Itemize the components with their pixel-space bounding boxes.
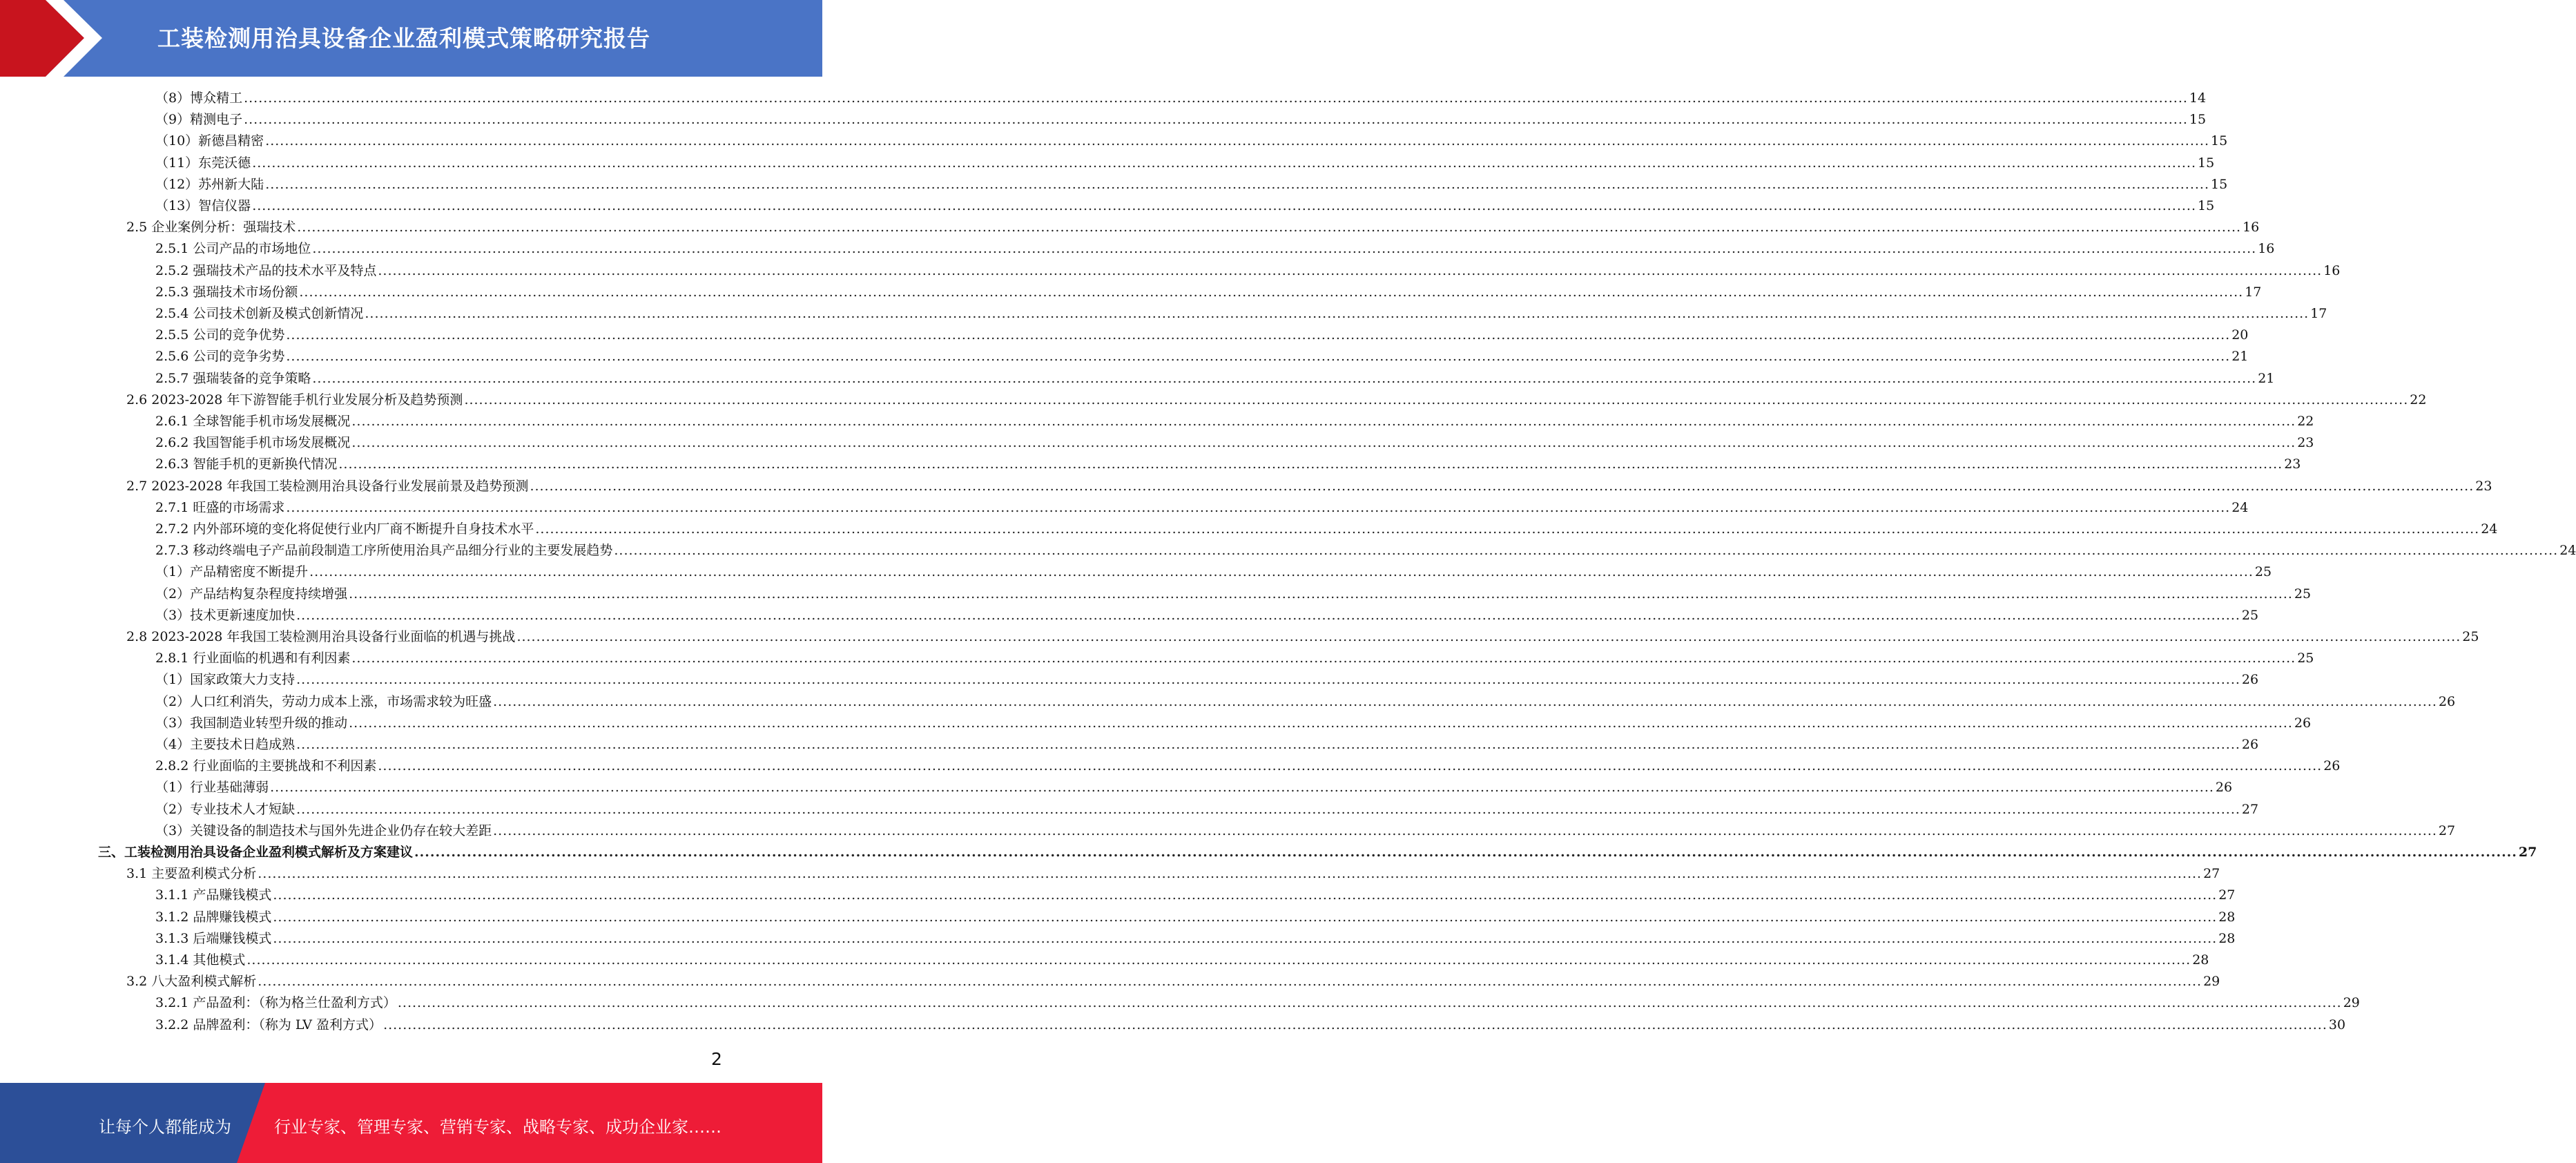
toc-entry-label: （10）新德昌精密 <box>155 133 264 149</box>
toc-entry-page: 23 <box>2297 435 2314 451</box>
toc-entry-label: （2）人口红利消失，劳动力成本上涨，市场需求较为旺盛 <box>155 693 492 709</box>
toc-entry-label: 3.2.2 品牌盈利：（称为 LV 盈利方式） <box>155 1017 382 1032</box>
toc-leader-dots: ................................................................................................................................................................................................................................................................................................................................................................................................................ <box>530 478 2475 494</box>
toc-entry-label: 2.6.2 我国智能手机市场发展概况 <box>155 435 351 451</box>
toc-entry-label: （1）产品精密度不断提升 <box>155 564 309 580</box>
toc-entry-page: 16 <box>2323 262 2341 278</box>
toc-leader-dots: ................................................................................................................................................................................................................................................................................................................................................................................................................ <box>397 995 2342 1011</box>
toc-entry-label: 2.8 2023-2028 年我国工装检测用治具设备行业面临的机遇与挑战 <box>126 629 516 644</box>
toc-leader-dots: ................................................................................................................................................................................................................................................................................................................................................................................................................ <box>464 392 2409 407</box>
toc-entry-page: 16 <box>2258 241 2275 257</box>
toc-entry-label: 2.7.3 移动终端电子产品前段制造工序所使用治具产品细分行业的主要发展趋势 <box>155 543 613 559</box>
toc-leader-dots: ................................................................................................................................................................................................................................................................................................................................................................................................................ <box>286 499 2231 515</box>
toc-entry[interactable] <box>155 799 2259 820</box>
toc-entry-label: 3.1.4 其他模式 <box>155 952 246 968</box>
toc-entry-page: 29 <box>2343 995 2360 1011</box>
toc-leader-dots: ................................................................................................................................................................................................................................................................................................................................................................................................................ <box>296 672 2240 688</box>
toc-entry-page: 28 <box>2192 952 2209 968</box>
toc-leader-dots: ................................................................................................................................................................................................................................................................................................................................................................................................................ <box>258 866 2202 882</box>
toc-leader-dots: ................................................................................................................................................................................................................................................................................................................................................................................................................ <box>349 586 2293 602</box>
toc-entry-label: （13）智信仪器 <box>155 198 251 213</box>
toc-leader-dots: ................................................................................................................................................................................................................................................................................................................................................................................................................ <box>338 456 2283 472</box>
toc-entry[interactable] <box>155 820 2456 842</box>
toc-entry-label: 2.8.1 行业面临的机遇和有利因素 <box>155 651 351 666</box>
toc-entry-label: 3.1.2 品牌赚钱模式 <box>155 909 272 925</box>
toc-leader-dots: ................................................................................................................................................................................................................................................................................................................................................................................................................ <box>246 952 2191 968</box>
toc-entry-label: 3.2.1 产品盈利：（称为格兰仕盈利方式） <box>155 995 396 1011</box>
toc-leader-dots: ................................................................................................................................................................................................................................................................................................................................................................................................................ <box>273 887 2218 903</box>
toc-entry-page: 22 <box>2297 414 2314 429</box>
toc-leader-dots: ................................................................................................................................................................................................................................................................................................................................................................................................................ <box>414 845 2517 860</box>
toc-entry-page: 26 <box>2438 693 2456 709</box>
footer-slogan-right: 行业专家、管理专家、营销专家、战略专家、成功企业家…… <box>274 1117 722 1137</box>
toc-entry[interactable] <box>155 734 2259 756</box>
toc-entry[interactable] <box>155 109 2207 131</box>
toc-entry-label: 2.5.4 公司技术创新及模式创新情况 <box>155 306 364 321</box>
toc-leader-dots: ................................................................................................................................................................................................................................................................................................................................................................................................................ <box>265 176 2210 192</box>
toc-entry[interactable] <box>155 260 2341 282</box>
toc-entry[interactable] <box>155 648 2314 669</box>
toc-entry-page: 22 <box>2410 392 2427 407</box>
toc-entry-label: （11）东莞沃德 <box>155 155 251 171</box>
toc-entry-page: 24 <box>2559 543 2576 559</box>
toc-entry[interactable] <box>126 971 2220 992</box>
toc-entry-label: 三、工装检测用治具设备企业盈利模式解析及方案建议 <box>98 845 414 860</box>
toc-entry-label: （2）产品结构复杂程度持续增强 <box>155 586 348 602</box>
toc-entry[interactable] <box>155 325 2249 346</box>
toc-leader-dots: ................................................................................................................................................................................................................................................................................................................................................................................................................ <box>309 564 2254 580</box>
toc-entry-page: 16 <box>2243 220 2260 236</box>
toc-entry[interactable] <box>155 540 2576 561</box>
toc-entry-label: 2.5 企业案例分析：强瑞技术 <box>126 220 296 236</box>
toc-entry[interactable] <box>155 561 2272 583</box>
toc-entry[interactable] <box>126 217 2260 238</box>
toc-entry[interactable] <box>155 777 2233 798</box>
toc-leader-dots: ................................................................................................................................................................................................................................................................................................................................................................................................................ <box>349 715 2293 731</box>
toc-entry-page: 26 <box>2323 758 2341 774</box>
toc-leader-dots: ................................................................................................................................................................................................................................................................................................................................................................................................................ <box>296 607 2240 623</box>
footer-slogan-left: 让每个人都能成为 <box>99 1117 231 1137</box>
toc-leader-dots: ................................................................................................................................................................................................................................................................................................................................................................................................................ <box>286 349 2231 365</box>
toc-entry-page: 27 <box>2438 823 2456 838</box>
toc-entry-label: 2.5.7 强瑞装备的竞争策略 <box>155 370 311 386</box>
toc-entry-label: 3.1 主要盈利模式分析 <box>126 866 257 882</box>
toc-entry-page: 27 <box>2241 801 2259 817</box>
toc-entry[interactable] <box>155 454 2301 475</box>
toc-leader-dots: ................................................................................................................................................................................................................................................................................................................................................................................................................ <box>252 198 2197 213</box>
toc-entry[interactable] <box>155 519 2498 540</box>
toc-entry-label: 2.5.3 强瑞技术市场份额 <box>155 284 298 300</box>
toc-entry[interactable] <box>155 195 2215 217</box>
toc-entry-label: （3）关键设备的制造技术与国外先进企业仍存在较大差距 <box>155 823 492 838</box>
report-title: 工装检测用治具设备企业盈利模式策略研究报告 <box>157 25 650 52</box>
toc-entry[interactable] <box>155 928 2236 950</box>
toc-entry-label: 2.5.2 强瑞技术产品的技术水平及特点 <box>155 262 377 278</box>
toc-entry-page: 21 <box>2231 349 2249 365</box>
toc-entry-page: 17 <box>2310 306 2327 321</box>
toc-entry-page: 15 <box>2211 176 2228 192</box>
toc-entry[interactable] <box>126 476 2492 497</box>
toc-entry[interactable] <box>155 713 2312 734</box>
toc-leader-dots: ................................................................................................................................................................................................................................................................................................................................................................................................................ <box>493 823 2437 838</box>
toc-leader-dots: ................................................................................................................................................................................................................................................................................................................................................................................................................ <box>270 780 2214 796</box>
toc-entry-page: 15 <box>2198 155 2215 171</box>
toc-entry[interactable] <box>155 605 2259 626</box>
toc-leader-dots: ................................................................................................................................................................................................................................................................................................................................................................................................................ <box>312 370 2257 386</box>
toc-entry-label: 3.1.1 产品赚钱模式 <box>155 887 272 903</box>
toc-entry-label: 2.6 2023-2028 年下游智能手机行业发展分析及趋势预测 <box>126 392 463 407</box>
toc-leader-dots: ................................................................................................................................................................................................................................................................................................................................................................................................................ <box>265 133 2210 149</box>
toc-entry[interactable] <box>155 368 2275 390</box>
toc-entry-label: 2.5.1 公司产品的市场地位 <box>155 241 311 257</box>
toc-leader-dots: ................................................................................................................................................................................................................................................................................................................................................................................................................ <box>252 155 2197 171</box>
toc-entry[interactable] <box>155 303 2327 325</box>
toc-entry[interactable] <box>98 842 2537 863</box>
toc-entry-page: 21 <box>2258 370 2275 386</box>
toc-entry-label: 2.5.6 公司的竞争劣势 <box>155 349 285 365</box>
toc-leader-dots: ................................................................................................................................................................................................................................................................................................................................................................................................................ <box>351 435 2296 451</box>
toc-leader-dots: ................................................................................................................................................................................................................................................................................................................................................................................................................ <box>286 327 2231 343</box>
toc-leader-dots: ................................................................................................................................................................................................................................................................................................................................................................................................................ <box>383 1017 2327 1032</box>
toc-entry-page: 15 <box>2211 133 2228 149</box>
toc-entry-label: （8）博众精工 <box>155 90 243 106</box>
toc-entry-page: 25 <box>2297 651 2314 666</box>
toc-entry[interactable] <box>155 497 2249 519</box>
toc-entry-page: 26 <box>2241 672 2259 688</box>
toc-entry[interactable] <box>155 907 2236 928</box>
toc-leader-dots: ................................................................................................................................................................................................................................................................................................................................................................................................................ <box>378 262 2323 278</box>
toc-entry-label: 2.6.1 全球智能手机市场发展概况 <box>155 414 351 429</box>
toc-entry[interactable] <box>155 88 2207 109</box>
toc-entry-label: （12）苏州新大陆 <box>155 176 264 192</box>
toc-entry-page: 15 <box>2198 198 2215 213</box>
toc-leader-dots: ................................................................................................................................................................................................................................................................................................................................................................................................................ <box>614 543 2559 559</box>
toc-entry-label: （1）行业基础薄弱 <box>155 780 269 796</box>
toc-entry-page: 28 <box>2218 909 2236 925</box>
toc-entry-page: 25 <box>2241 607 2259 623</box>
toc-leader-dots: ................................................................................................................................................................................................................................................................................................................................................................................................................ <box>351 414 2296 429</box>
toc-entry[interactable] <box>155 282 2262 303</box>
toc-entry-page: 27 <box>2203 866 2220 882</box>
toc-entry[interactable] <box>155 950 2209 971</box>
toc-entry[interactable] <box>155 153 2215 174</box>
toc-entry-page: 26 <box>2215 780 2233 796</box>
toc-leader-dots: ................................................................................................................................................................................................................................................................................................................................................................................................................ <box>535 521 2480 537</box>
toc-entry-page: 15 <box>2189 112 2207 128</box>
page-header <box>0 0 822 77</box>
toc-leader-dots: ................................................................................................................................................................................................................................................................................................................................................................................................................ <box>365 306 2309 321</box>
toc-entry-page: 25 <box>2294 586 2312 602</box>
toc-entry-label: （1）国家政策大力支持 <box>155 672 296 688</box>
toc-leader-dots: ................................................................................................................................................................................................................................................................................................................................................................................................................ <box>493 693 2437 709</box>
toc-entry-label: （4）主要技术日趋成熟 <box>155 737 296 752</box>
toc-leader-dots: ................................................................................................................................................................................................................................................................................................................................................................................................................ <box>297 220 2242 236</box>
toc-entry[interactable] <box>155 885 2236 906</box>
toc-entry-label: 2.7.1 旺盛的市场需求 <box>155 499 285 515</box>
toc-entry[interactable] <box>126 626 2479 648</box>
toc-entry[interactable] <box>155 131 2228 152</box>
toc-entry-page: 27 <box>2218 887 2236 903</box>
toc-leader-dots: ................................................................................................................................................................................................................................................................................................................................................................................................................ <box>296 737 2240 752</box>
toc-entry[interactable] <box>155 411 2314 432</box>
toc-leader-dots: ................................................................................................................................................................................................................................................................................................................................................................................................................ <box>312 241 2257 257</box>
toc-entry-label: （9）精测电子 <box>155 112 243 128</box>
toc-leader-dots: ................................................................................................................................................................................................................................................................................................................................................................................................................ <box>351 651 2296 666</box>
toc-entry-label: （3）我国制造业转型升级的推动 <box>155 715 348 731</box>
toc-entry-page: 24 <box>2481 521 2498 537</box>
toc-leader-dots: ................................................................................................................................................................................................................................................................................................................................................................................................................ <box>273 930 2218 946</box>
toc-entry-page: 25 <box>2462 629 2479 644</box>
toc-entry[interactable] <box>155 432 2314 454</box>
toc-entry-label: （2）专业技术人才短缺 <box>155 801 296 817</box>
toc-entry[interactable] <box>155 346 2249 367</box>
page-number: 2 <box>711 1049 722 1069</box>
toc-leader-dots: ................................................................................................................................................................................................................................................................................................................................................................................................................ <box>299 284 2244 300</box>
toc-entry[interactable] <box>155 584 2312 605</box>
toc-entry[interactable] <box>155 238 2275 260</box>
toc-entry-page: 17 <box>2245 284 2262 300</box>
toc-entry-label: 2.5.5 公司的竞争优势 <box>155 327 285 343</box>
toc-entry[interactable] <box>126 863 2220 885</box>
toc-entry-page: 29 <box>2203 974 2220 990</box>
toc-entry[interactable] <box>155 1015 2346 1036</box>
toc-entry-page: 25 <box>2254 564 2272 580</box>
toc-entry-label: 2.6.3 智能手机的更新换代情况 <box>155 456 338 472</box>
toc-entry-label: 2.7.2 内外部环境的变化将促使行业内厂商不断提升自身技术水平 <box>155 521 534 537</box>
toc-leader-dots: ................................................................................................................................................................................................................................................................................................................................................................................................................ <box>378 758 2323 774</box>
toc-entry[interactable] <box>155 174 2228 195</box>
toc-entry-page: 26 <box>2241 737 2259 752</box>
toc-entry[interactable] <box>155 669 2259 691</box>
toc-entry-label: 2.7 2023-2028 年我国工装检测用治具设备行业发展前景及趋势预测 <box>126 478 529 494</box>
toc-leader-dots: ................................................................................................................................................................................................................................................................................................................................................................................................................ <box>516 629 2461 644</box>
toc-leader-dots: ................................................................................................................................................................................................................................................................................................................................................................................................................ <box>296 801 2240 817</box>
toc-entry[interactable] <box>155 992 2360 1014</box>
toc-entry-page: 14 <box>2189 90 2207 106</box>
toc-leader-dots: ................................................................................................................................................................................................................................................................................................................................................................................................................ <box>244 112 2188 128</box>
toc-entry-page: 23 <box>2284 456 2301 472</box>
toc-entry-page: 23 <box>2475 478 2492 494</box>
toc-leader-dots: ................................................................................................................................................................................................................................................................................................................................................................................................................ <box>258 974 2202 990</box>
toc-entry-page: 30 <box>2328 1017 2346 1032</box>
toc-entry[interactable] <box>155 756 2341 777</box>
toc-entry-page: 28 <box>2218 930 2236 946</box>
toc-entry-label: 2.8.2 行业面临的主要挑战和不利因素 <box>155 758 377 774</box>
toc-entry-page: 26 <box>2294 715 2312 731</box>
toc-entry[interactable] <box>126 390 2427 411</box>
toc-leader-dots: ................................................................................................................................................................................................................................................................................................................................................................................................................ <box>244 90 2188 106</box>
toc-entry-label: （3）技术更新速度加快 <box>155 607 296 623</box>
toc-entry[interactable] <box>155 691 2456 713</box>
toc-entry-label: 3.2 八大盈利模式解析 <box>126 974 257 990</box>
toc-leader-dots: ................................................................................................................................................................................................................................................................................................................................................................................................................ <box>273 909 2218 925</box>
toc-entry-page: 24 <box>2231 499 2249 515</box>
toc-entry-page: 20 <box>2231 327 2249 343</box>
toc-entry-page: 27 <box>2518 845 2537 860</box>
toc-entry-label: 3.1.3 后端赚钱模式 <box>155 930 272 946</box>
